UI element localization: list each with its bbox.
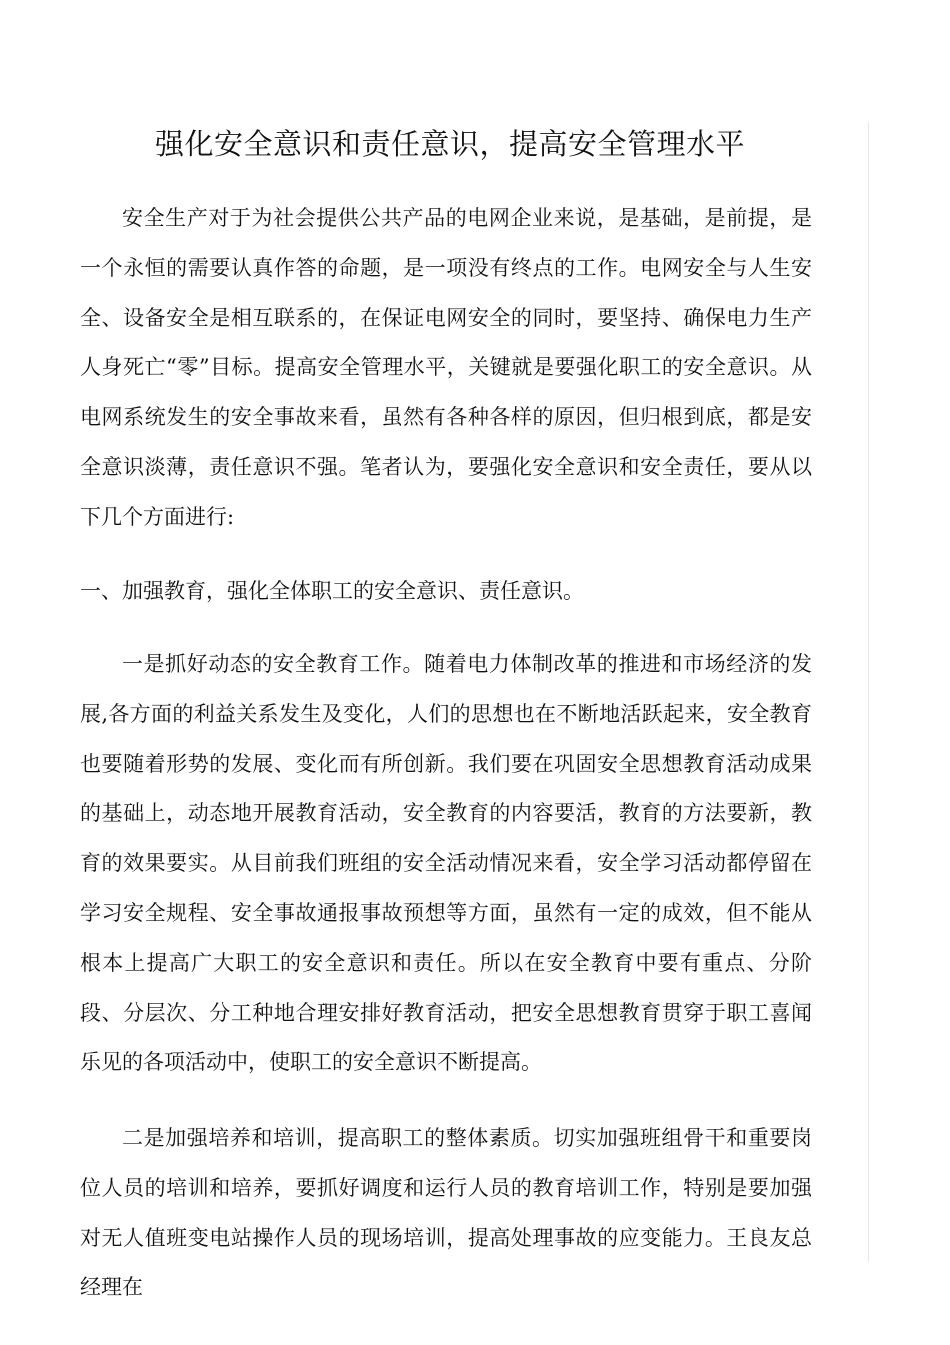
- page-edge-divider: [868, 122, 869, 1262]
- section-heading-1: 一、加强教育，强化全体职工的安全意识、责任意识。: [80, 579, 584, 603]
- paragraph-training: 二是加强培养和培训，提高职工的整体素质。切实加强班组骨干和重要岗位人员的培训和培养，要抓好调度和运行人员的教育培训工作，特别是要加强对无人值班变电站操作人员的现场培训，提高处理事故的应变能力。王良友总经理在: [80, 1126, 812, 1300]
- paragraph-intro: 安全生产对于为社会提供公共产品的电网企业来说，是基础，是前提，是一个永恒的需要认真作答的命题，是一项没有终点的工作。电网安全与人生安全、设备安全是相互联系的，在保证电网安全的同时，要坚持、确保电力生产人身死亡“零”目标。提高安全管理水平，关键就是要强化职工的安全意识。从电网系统发生的安全事故来看，虽然有各种各样的原因，但归根到底，都是安全意识淡薄，责任意识不强。笔者认为，要强化安全意识和安全责任，要从以下几个方面进行:: [80, 206, 812, 529]
- document-title: 强化安全意识和责任意识，提高安全管理水平: [154, 127, 745, 161]
- paragraph-dynamic-education: 一是抓好动态的安全教育工作。随着电力体制改革的推进和市场经济的发展,各方面的利益关系发生及变化，人们的思想也在不断地活跃起来，安全教育也要随着形势的发展、变化而有所创新。我们要在巩固安全思想教育活动成果的基础上，动态地开展教育活动，安全教育的内容要活，教育的方法要新，教育的效果要实。从目前我们班组的安全活动情况来看，安全学习活动都停留在学习安全规程、安全事故通报事故预想等方面，虽然有一定的成效，但不能从根本上提高广大职工的安全意识和责任。所以在安全教育中要有重点、分阶段、分层次、分工种地合理安排好教育活动，把安全思想教育贯穿于职工喜闻乐见的各项活动中，使职工的安全意识不断提高。: [80, 652, 812, 1075]
